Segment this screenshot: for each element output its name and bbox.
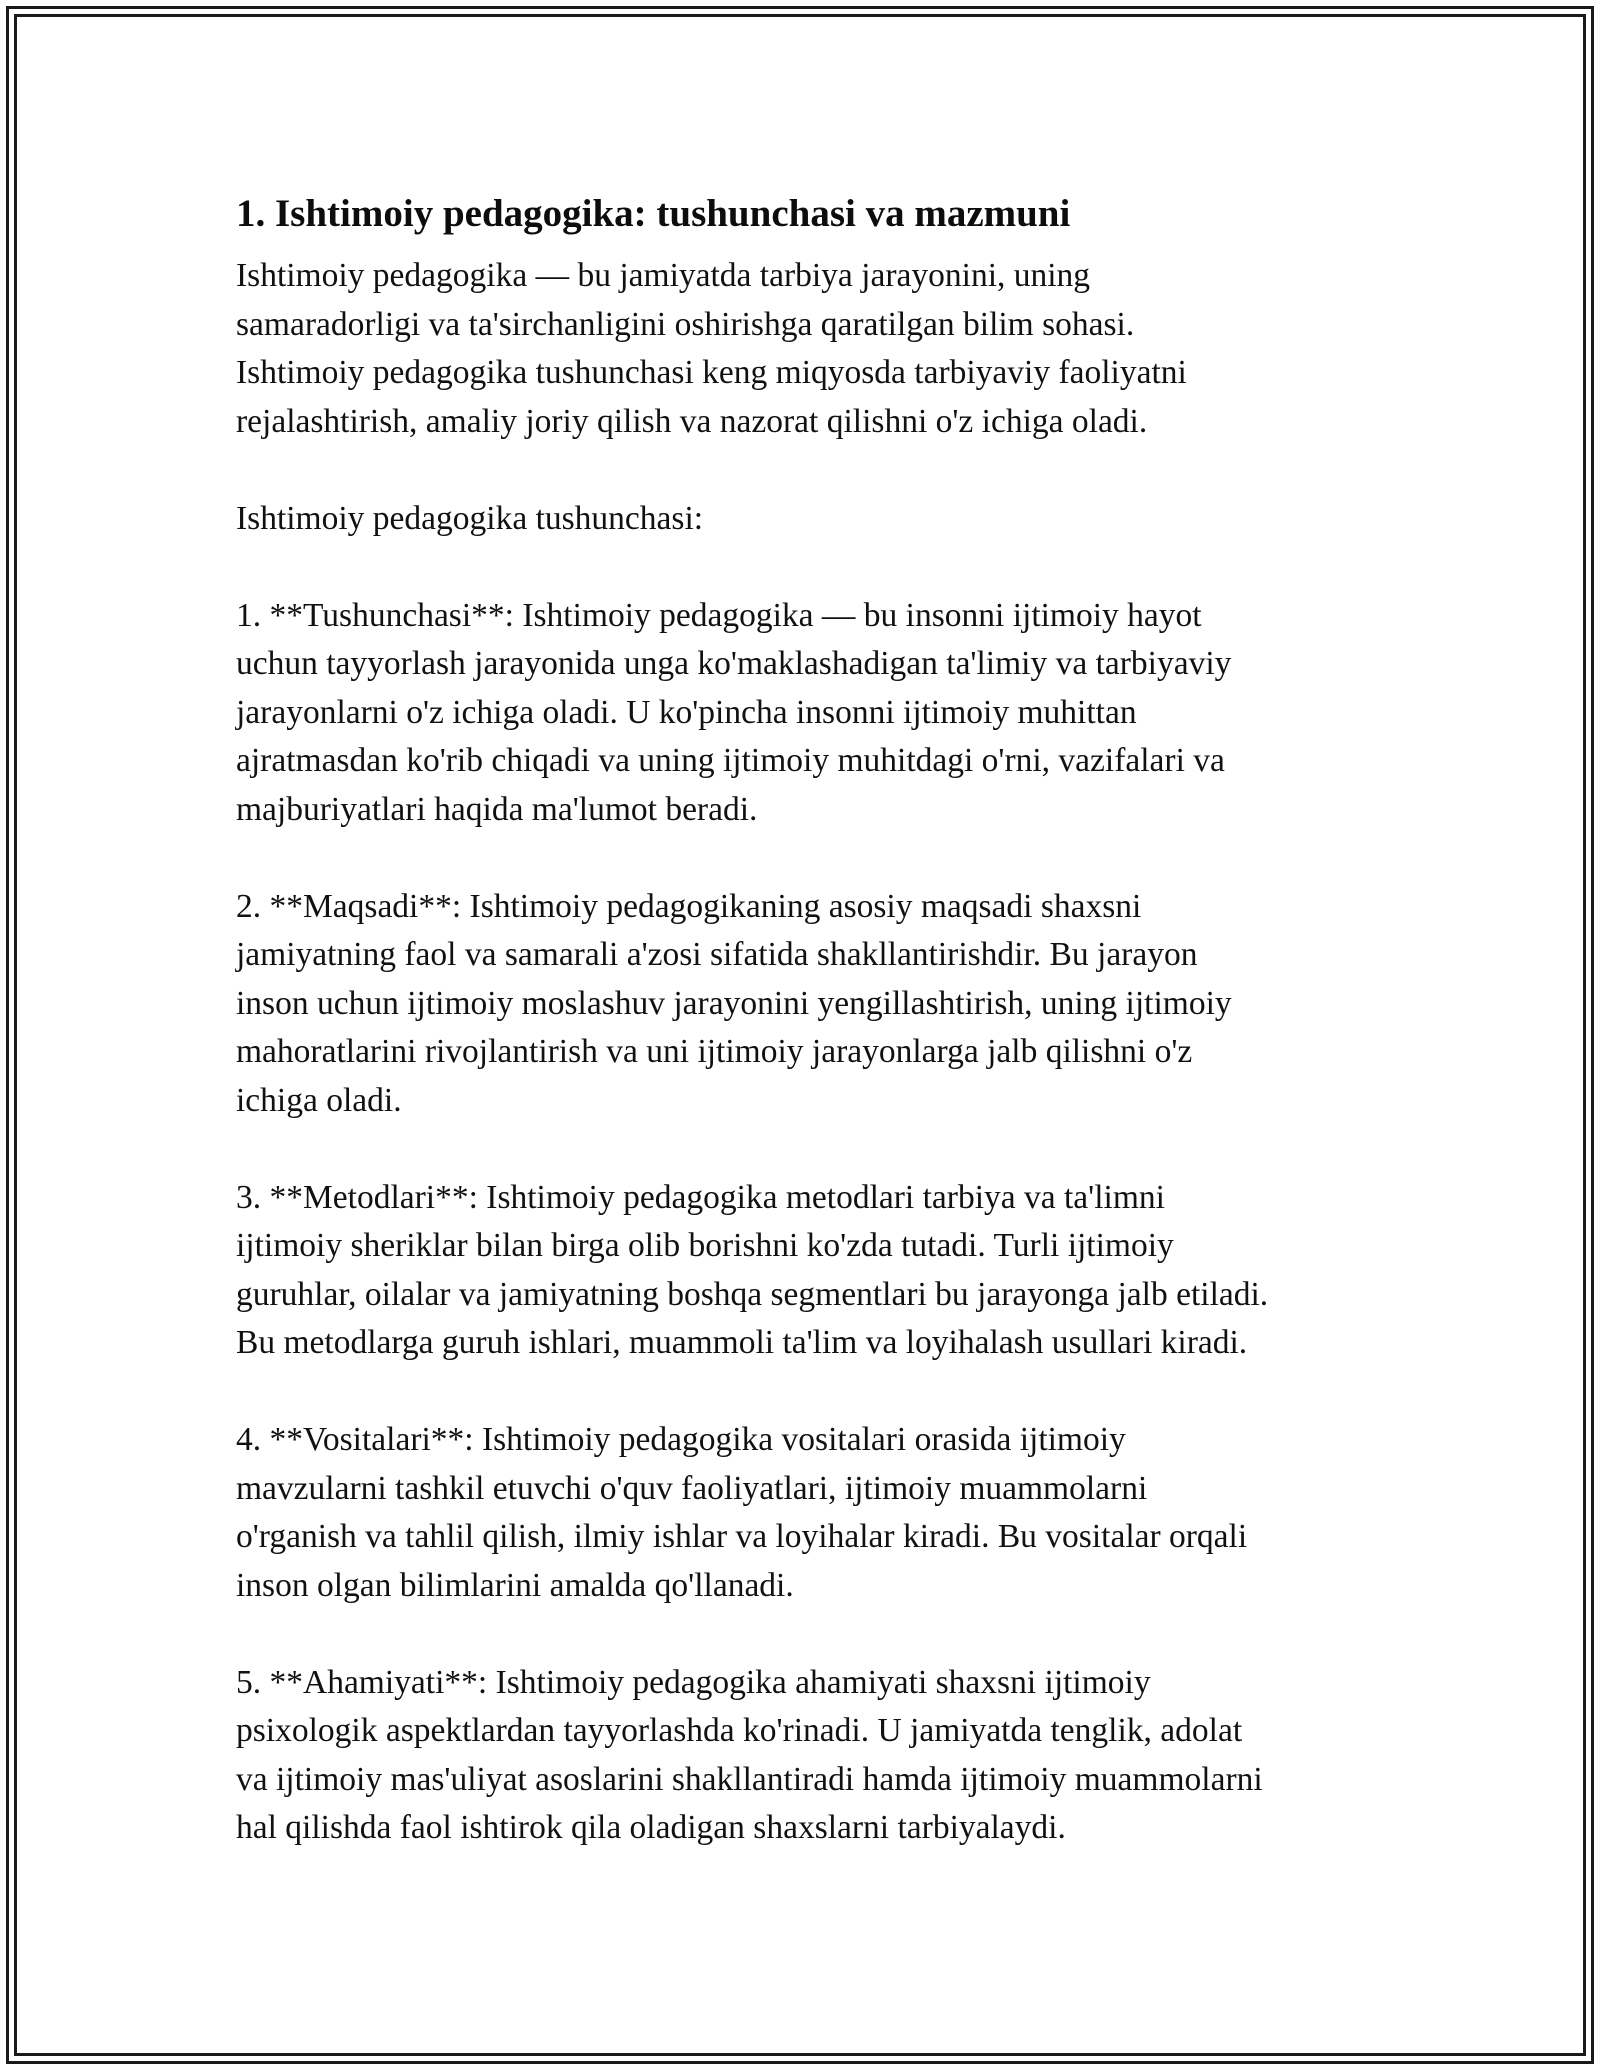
document-body <box>236 184 1396 1853</box>
paragraph-spacer <box>236 1125 1396 1174</box>
document-title: 1. Ishtimoiy pedagogika: tushunchasi va mazmuni <box>236 192 1071 235</box>
paragraph-spacer <box>236 834 1396 883</box>
list-heading: Ishtimoiy pedagogika tushunchasi: <box>236 499 704 537</box>
paragraph-spacer <box>236 446 1396 495</box>
paragraph-spacer <box>236 1610 1396 1659</box>
paragraph-spacer <box>236 543 1396 592</box>
list-item-tushunchasi: 1. **Tushunchasi**: Ishtimoiy pedagogika — bu insonni ijtimoiy hayot uchun tayyorlash jarayonida unga ko'maklashadigan ta'limiy va tarbiyaviy jarayonlarni o'z ichiga oladi. U ko'pincha insonni ijtimoiy muhittan ajratmasdan ko'rib chiqadi va uning ijtimoiy muhitdagi o'rni, vazifalari va majburiyatlari haqida ma'lumot beradi. <box>236 596 1232 828</box>
list-item-vositalari: 4. **Vositalari**: Ishtimoiy pedagogika vositalari orasida ijtimoiy mavzularni tashkil etuvchi o'quv faoliyatlari, ijtimoiy muammolarni o'rganish va tahlil qilish, ilmiy ishlar va loyihalar kiradi. Bu vositalar orqali inson olgan bilimlarini amalda qo'llanadi. <box>236 1421 1248 1604</box>
list-item-ahamiyati: 5. **Ahamiyati**: Ishtimoiy pedagogika ahamiyati shaxsni ijtimoiy psixologik aspektlardan tayyorlashda ko'rinadi. U jamiyatda tenglik, adolat va ijtimoiy mas'uliyat asoslarini shakllantiradi hamda ijtimoiy muammolarni hal qilishda faol ishtirok qila oladigan shaxslarni tarbiyalaydi. <box>236 1663 1263 1846</box>
intro-paragraph: Ishtimoiy pedagogika — bu jamiyatda tarbiya jarayonini, uning samaradorligi va ta'sirchanligini oshirishga qaratilgan bilim sohasi. Ishtimoiy pedagogika tushunchasi keng miqyosda tarbiyaviy faoliyatni rejalashtirish, amaliy joriy qilish va nazorat qilishni o'z ichiga oladi. <box>236 257 1187 440</box>
paragraph-spacer <box>236 1368 1396 1417</box>
list-item-metodlari: 3. **Metodlari**: Ishtimoiy pedagogika metodlari tarbiya va ta'limni ijtimoiy sheriklar bilan birga olib borishni ko'zda tutadi. Turli ijtimoiy guruhlar, oilalar va jamiyatning boshqa segmentlari bu jarayonga jalb etiladi. Bu metodlarga guruh ishlari, muammoli ta'lim va loyihalash usullari kiradi. <box>236 1178 1269 1361</box>
list-item-maqsadi: 2. **Maqsadi**: Ishtimoiy pedagogikaning asosiy maqsadi shaxsni jamiyatning faol va samarali a'zosi sifatida shakllantirishdir. Bu jarayon inson uchun ijtimoiy moslashuv jarayonini yengillashtirish, uning ijtimoiy mahoratlarini rivojlantirish va uni ijtimoiy jarayonlarga jalb qilishni o'z ichiga oladi. <box>236 887 1232 1119</box>
